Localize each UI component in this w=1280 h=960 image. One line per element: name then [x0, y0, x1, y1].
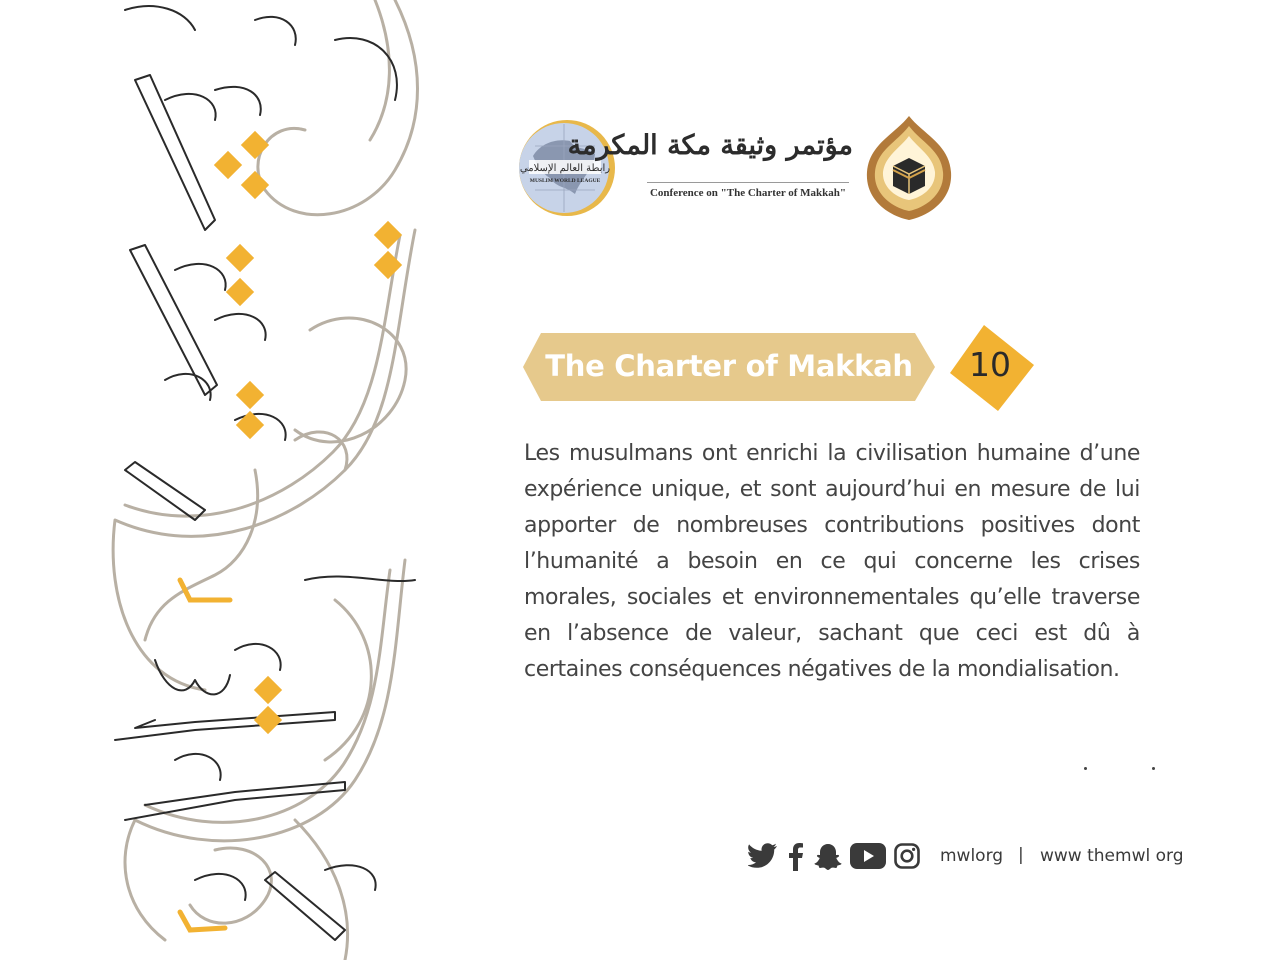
mwl-arabic-text: رابطة العالم الإسلامي	[519, 163, 611, 174]
mwl-english-text: MUSLIM WORLD LEAGUE	[529, 178, 601, 184]
item-number: 10	[969, 345, 1011, 384]
footer-separator: |	[1018, 845, 1024, 865]
snapchat-icon[interactable]	[814, 843, 842, 871]
decor-dot	[1152, 767, 1155, 770]
page-title: The Charter of Makkah	[545, 349, 913, 383]
conference-divider	[647, 182, 849, 183]
logos-row	[515, 112, 960, 222]
instagram-icon[interactable]	[894, 843, 920, 869]
conference-logo	[567, 130, 853, 210]
social-handle[interactable]: mwlorg	[940, 846, 1004, 866]
website-link[interactable]: www themwl org	[1040, 846, 1184, 866]
calligraphy-decoration	[95, 0, 425, 960]
conference-arabic-title: مؤتمر وثيقة مكة المكرمة	[567, 130, 853, 161]
kaaba-logo	[863, 114, 955, 222]
decor-dot	[1084, 767, 1087, 770]
footer	[748, 840, 1188, 874]
twitter-icon[interactable]	[748, 843, 778, 869]
facebook-icon[interactable]	[788, 843, 804, 871]
body-paragraph: Les musulmans ont enrichi la civilisation humaine d’une expérience unique, et sont aujourd’hui en mesure de lui apporter de nombreuses contributions positives dont l’humanité a besoin en ce qui concerne les crises morales, sociales et environnementales qu’elle traverse en l’absence de valeur, sachant que ceci est dû à certaines conséquences négatives de la mondialisation.	[524, 441, 1140, 682]
youtube-icon[interactable]	[850, 843, 886, 869]
conference-english-title: Conference on "The Charter of Makkah"	[649, 187, 847, 199]
